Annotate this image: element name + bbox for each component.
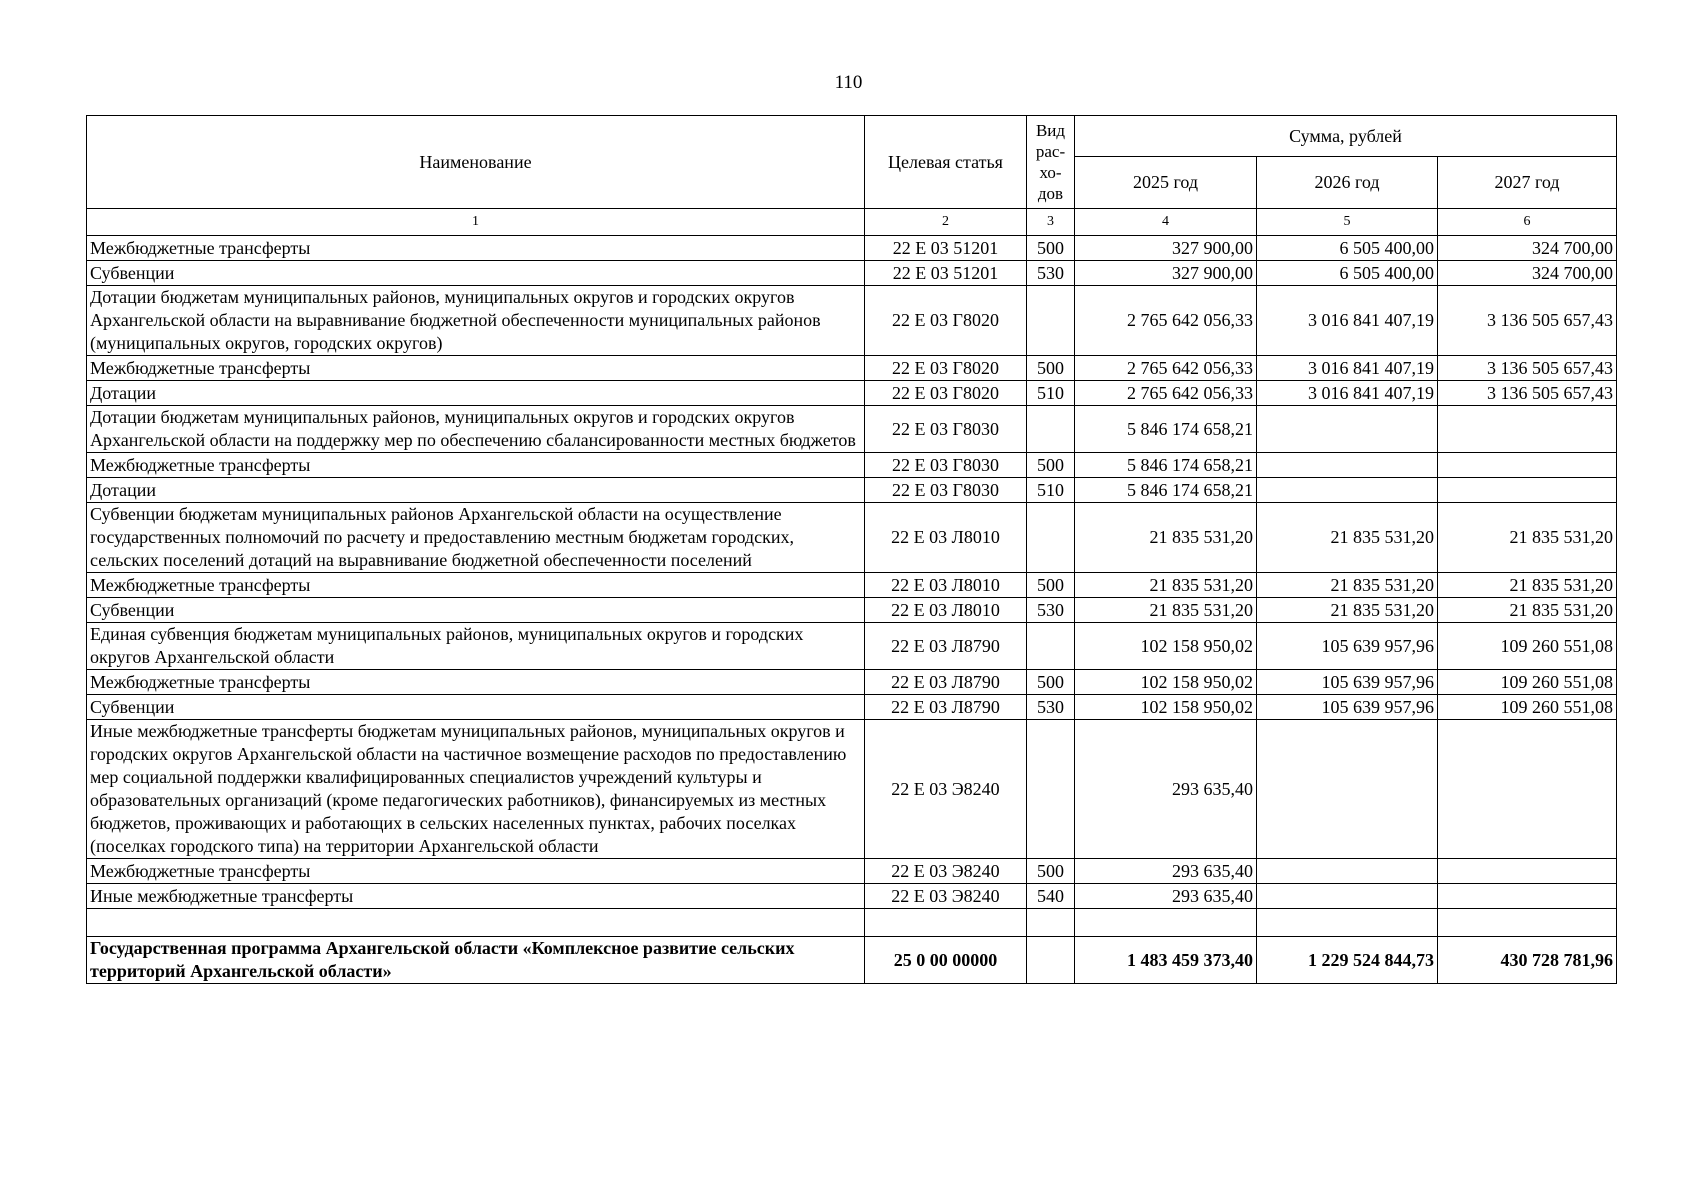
table-row (87, 356, 1617, 381)
row-amount-2026: 3 016 841 407,19 (1257, 381, 1438, 406)
row-expense-type: 530 (1027, 695, 1075, 720)
row-target-article: 22 Е 03 Г8030 (865, 453, 1027, 478)
row-amount-2025: 293 635,40 (1075, 859, 1257, 884)
header-year-2025: 2025 год (1075, 157, 1257, 209)
row-amount-2026: 105 639 957,96 (1257, 670, 1438, 695)
row-target-article: 22 Е 03 51201 (865, 236, 1027, 261)
page-number: 110 (834, 72, 863, 93)
row-name: Дотации (87, 381, 865, 406)
row-name: Дотации (87, 478, 865, 503)
row-name: Межбюджетные трансферты (87, 859, 865, 884)
row-target-article: 22 Е 03 51201 (865, 261, 1027, 286)
row-expense-type (1027, 937, 1075, 984)
row-target-article: 22 Е 03 Л8790 (865, 670, 1027, 695)
table-row (87, 695, 1617, 720)
row-target-article: 22 Е 03 Г8020 (865, 381, 1027, 406)
spacer-row (87, 909, 1617, 937)
column-number: 4 (1075, 209, 1257, 236)
row-name: Государственная программа Архангельской области «Комплексное развитие сельских территорий Архангельской области» (87, 937, 865, 984)
row-amount-2026: 21 835 531,20 (1257, 598, 1438, 623)
row-amount-2027 (1438, 859, 1617, 884)
row-amount-2026: 3 016 841 407,19 (1257, 356, 1438, 381)
row-name: Межбюджетные трансферты (87, 356, 865, 381)
row-expense-type (1027, 503, 1075, 573)
row-target-article: 22 Е 03 Л8790 (865, 623, 1027, 670)
row-amount-2026 (1257, 453, 1438, 478)
row-expense-type: 500 (1027, 859, 1075, 884)
empty-cell (1257, 909, 1438, 937)
row-expense-type (1027, 406, 1075, 453)
row-amount-2027: 3 136 505 657,43 (1438, 356, 1617, 381)
row-target-article: 22 Е 03 Э8240 (865, 884, 1027, 909)
row-target-article: 22 Е 03 Л8010 (865, 503, 1027, 573)
row-amount-2026: 105 639 957,96 (1257, 623, 1438, 670)
table-row (87, 859, 1617, 884)
row-name: Субвенции бюджетам муниципальных районов Архангельской области на осуществление государственных полномочий по расчету и предоставлению местным бюджетам городских, сельских поселений дотаций на выравнивание бюджетной обеспеченности поселений (87, 503, 865, 573)
row-amount-2026 (1257, 859, 1438, 884)
table-body (87, 236, 1617, 984)
header-target-article: Целевая статья (865, 116, 1027, 209)
row-amount-2025: 21 835 531,20 (1075, 573, 1257, 598)
row-expense-type: 500 (1027, 236, 1075, 261)
column-number: 6 (1438, 209, 1617, 236)
row-amount-2027: 21 835 531,20 (1438, 598, 1617, 623)
row-name: Иные межбюджетные трансферты (87, 884, 865, 909)
row-target-article: 22 Е 03 Г8020 (865, 286, 1027, 356)
row-amount-2026: 21 835 531,20 (1257, 503, 1438, 573)
table-row (87, 720, 1617, 859)
row-name: Межбюджетные трансферты (87, 453, 865, 478)
column-number: 5 (1257, 209, 1438, 236)
empty-cell (1075, 909, 1257, 937)
budget-table (86, 115, 1617, 984)
row-amount-2026: 105 639 957,96 (1257, 695, 1438, 720)
empty-cell (1027, 909, 1075, 937)
row-amount-2026: 1 229 524 844,73 (1257, 937, 1438, 984)
row-target-article: 22 Е 03 Л8790 (865, 695, 1027, 720)
row-expense-type: 540 (1027, 884, 1075, 909)
row-amount-2027: 21 835 531,20 (1438, 503, 1617, 573)
row-expense-type: 500 (1027, 453, 1075, 478)
row-name: Межбюджетные трансферты (87, 670, 865, 695)
row-amount-2026: 3 016 841 407,19 (1257, 286, 1438, 356)
row-amount-2025: 5 846 174 658,21 (1075, 453, 1257, 478)
row-expense-type: 530 (1027, 598, 1075, 623)
row-target-article: 25 0 00 00000 (865, 937, 1027, 984)
column-number: 1 (87, 209, 865, 236)
row-name: Единая субвенция бюджетам муниципальных районов, муниципальных округов и городских округов Архангельской области (87, 623, 865, 670)
row-target-article: 22 Е 03 Г8030 (865, 478, 1027, 503)
row-expense-type (1027, 623, 1075, 670)
row-name: Межбюджетные трансферты (87, 573, 865, 598)
row-amount-2025: 102 158 950,02 (1075, 623, 1257, 670)
header-name: Наименование (87, 116, 865, 209)
row-amount-2025: 102 158 950,02 (1075, 695, 1257, 720)
table-header (87, 116, 1617, 236)
row-amount-2026 (1257, 406, 1438, 453)
row-target-article: 22 Е 03 Г8030 (865, 406, 1027, 453)
row-expense-type: 500 (1027, 573, 1075, 598)
row-amount-2025: 2 765 642 056,33 (1075, 356, 1257, 381)
row-amount-2025: 21 835 531,20 (1075, 503, 1257, 573)
row-amount-2027 (1438, 720, 1617, 859)
header-year-2027: 2027 год (1438, 157, 1617, 209)
table-row (87, 236, 1617, 261)
row-amount-2026 (1257, 884, 1438, 909)
row-name: Иные межбюджетные трансферты бюджетам муниципальных районов, муниципальных округов и городских округов Архангельской области на частичное возмещение расходов по предоставлению мер социальной поддержки квалифицированных специалистов учреждений культуры и образовательных организаций (кроме педагогических работников), финансируемых из местных бюджетов, проживающих и работающих в сельских населенных пунктах, рабочих поселках (поселках городского типа) на территории Архангельской области (87, 720, 865, 859)
row-name: Субвенции (87, 261, 865, 286)
row-amount-2025: 21 835 531,20 (1075, 598, 1257, 623)
table-row (87, 623, 1617, 670)
row-amount-2025: 1 483 459 373,40 (1075, 937, 1257, 984)
row-amount-2025: 327 900,00 (1075, 236, 1257, 261)
empty-cell (865, 909, 1027, 937)
row-amount-2025: 327 900,00 (1075, 261, 1257, 286)
total-row (87, 937, 1617, 984)
row-amount-2027: 109 260 551,08 (1438, 695, 1617, 720)
column-number: 2 (865, 209, 1027, 236)
row-amount-2027: 21 835 531,20 (1438, 573, 1617, 598)
row-target-article: 22 Е 03 Л8010 (865, 573, 1027, 598)
row-amount-2027: 109 260 551,08 (1438, 670, 1617, 695)
table-row (87, 573, 1617, 598)
column-number: 3 (1027, 209, 1075, 236)
row-name: Дотации бюджетам муниципальных районов, муниципальных округов и городских округов Архангельской области на выравнивание бюджетной обеспеченности муниципальных районов (муниципальных округов, городских округов) (87, 286, 865, 356)
table-row (87, 670, 1617, 695)
row-amount-2027: 324 700,00 (1438, 261, 1617, 286)
row-amount-2026 (1257, 720, 1438, 859)
row-name: Субвенции (87, 695, 865, 720)
row-amount-2027: 3 136 505 657,43 (1438, 381, 1617, 406)
row-amount-2025: 2 765 642 056,33 (1075, 381, 1257, 406)
row-name: Дотации бюджетам муниципальных районов, муниципальных округов и городских округов Архангельской области на поддержку мер по обеспечению сбалансированности местных бюджетов (87, 406, 865, 453)
row-amount-2027 (1438, 884, 1617, 909)
row-amount-2025: 102 158 950,02 (1075, 670, 1257, 695)
row-amount-2027 (1438, 478, 1617, 503)
table-row (87, 381, 1617, 406)
row-amount-2025: 293 635,40 (1075, 884, 1257, 909)
header-expense-type: Вид рас-хо-дов (1027, 116, 1075, 209)
table-row (87, 478, 1617, 503)
row-expense-type: 530 (1027, 261, 1075, 286)
row-amount-2027: 324 700,00 (1438, 236, 1617, 261)
row-amount-2026 (1257, 478, 1438, 503)
row-amount-2027: 109 260 551,08 (1438, 623, 1617, 670)
table-row (87, 598, 1617, 623)
column-numbers-row (87, 209, 1617, 236)
row-expense-type (1027, 720, 1075, 859)
empty-cell (1438, 909, 1617, 937)
row-amount-2026: 6 505 400,00 (1257, 261, 1438, 286)
row-target-article: 22 Е 03 Э8240 (865, 859, 1027, 884)
row-amount-2027 (1438, 453, 1617, 478)
table-row (87, 286, 1617, 356)
row-amount-2025: 293 635,40 (1075, 720, 1257, 859)
row-name: Межбюджетные трансферты (87, 236, 865, 261)
row-amount-2025: 5 846 174 658,21 (1075, 478, 1257, 503)
row-target-article: 22 Е 03 Л8010 (865, 598, 1027, 623)
row-target-article: 22 Е 03 Э8240 (865, 720, 1027, 859)
row-amount-2025: 5 846 174 658,21 (1075, 406, 1257, 453)
row-expense-type (1027, 286, 1075, 356)
table-row (87, 453, 1617, 478)
row-amount-2026: 6 505 400,00 (1257, 236, 1438, 261)
row-amount-2026: 21 835 531,20 (1257, 573, 1438, 598)
table-row (87, 884, 1617, 909)
header-year-2026: 2026 год (1257, 157, 1438, 209)
header-sum: Сумма, рублей (1075, 116, 1617, 157)
row-amount-2027 (1438, 406, 1617, 453)
table-row (87, 261, 1617, 286)
row-target-article: 22 Е 03 Г8020 (865, 356, 1027, 381)
row-expense-type: 510 (1027, 478, 1075, 503)
row-expense-type: 500 (1027, 670, 1075, 695)
row-expense-type: 500 (1027, 356, 1075, 381)
table-row (87, 503, 1617, 573)
row-amount-2025: 2 765 642 056,33 (1075, 286, 1257, 356)
table-row (87, 406, 1617, 453)
row-expense-type: 510 (1027, 381, 1075, 406)
row-amount-2027: 430 728 781,96 (1438, 937, 1617, 984)
row-amount-2027: 3 136 505 657,43 (1438, 286, 1617, 356)
row-name: Субвенции (87, 598, 865, 623)
empty-cell (87, 909, 865, 937)
